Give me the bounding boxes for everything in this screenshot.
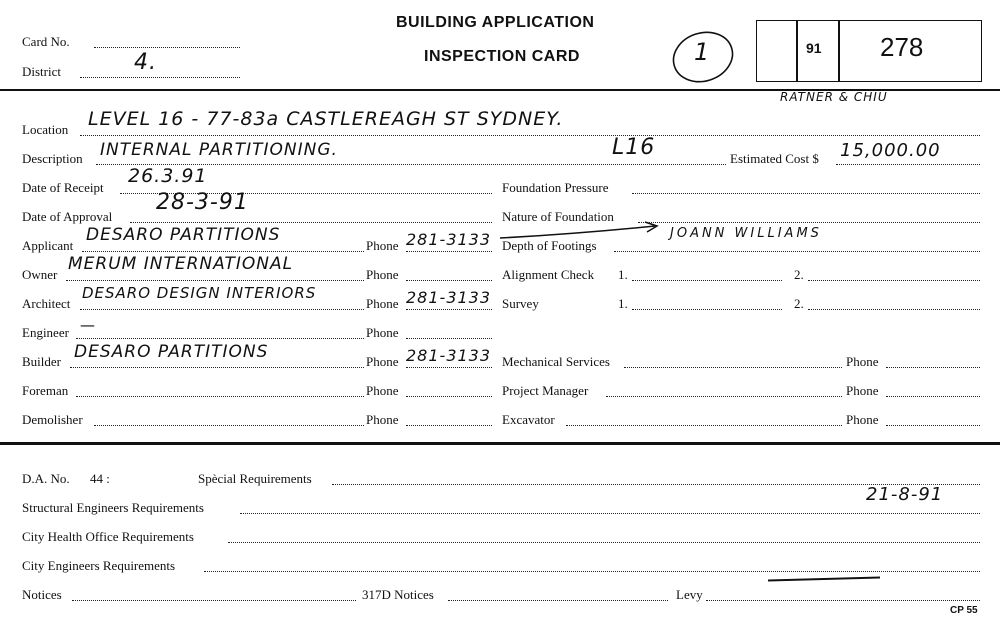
health-field[interactable]	[228, 542, 980, 543]
receipt-value: 26.3.91	[128, 165, 208, 187]
circled-number-value: 1	[694, 38, 711, 66]
approval-value: 28-3-91	[156, 190, 249, 215]
phone-label: Phone	[366, 383, 399, 398]
demolisher-phone-field[interactable]	[406, 425, 492, 426]
project-manager-field[interactable]	[606, 396, 842, 397]
project-manager-label: Project Manager	[502, 383, 589, 398]
engineer-phone-field[interactable]	[406, 338, 492, 339]
engineer-field[interactable]	[76, 338, 364, 339]
survey-num1: 1.	[618, 296, 628, 311]
demolisher-label: Demolisher	[22, 412, 83, 427]
phone-label: Phone	[846, 354, 879, 369]
builder-phone-field[interactable]	[406, 367, 492, 368]
da-label: D.A. No.	[22, 471, 70, 486]
box-year: 91	[806, 40, 822, 56]
section-rule	[0, 442, 1000, 445]
survey-num2: 2.	[794, 296, 804, 311]
receipt-label: Date of Receipt	[22, 180, 104, 195]
card-no-label: Card No.	[22, 34, 70, 49]
nature-foundation-label: Nature of Foundation	[502, 209, 614, 224]
owner-phone-field[interactable]	[406, 280, 492, 281]
structural-note: 21-8-91	[866, 484, 944, 505]
phone-label: Phone	[366, 325, 399, 340]
builder-phone-value: 281-3133	[406, 346, 492, 365]
description-value: INTERNAL PARTITIONING.	[100, 140, 338, 160]
description-label: Description	[22, 151, 83, 166]
alignment-num1: 1.	[618, 267, 628, 282]
mechanical-label: Mechanical Services	[502, 354, 610, 369]
survey-field-1[interactable]	[632, 309, 782, 310]
card-title-line1: BUILDING APPLICATION	[396, 14, 595, 31]
notices-317-label: 317D Notices	[362, 587, 434, 602]
card-title-line2: INSPECTION CARD	[424, 48, 580, 65]
district-value: 4.	[134, 50, 157, 75]
applicant-phone-value: 281-3133	[406, 230, 492, 249]
card-number-box	[756, 20, 982, 82]
builder-value: DESARO PARTITIONS	[74, 342, 269, 362]
form-code: CP 55	[950, 605, 978, 616]
excavator-phone-field[interactable]	[886, 425, 980, 426]
excavator-field[interactable]	[566, 425, 842, 426]
builder-label: Builder	[22, 354, 61, 369]
box-number: 278	[880, 32, 924, 62]
card-no-field[interactable]	[94, 47, 240, 48]
phone-label: Phone	[366, 267, 399, 282]
applicant-phone-field[interactable]	[406, 251, 492, 252]
da-value: 44 :	[90, 471, 110, 486]
estimated-cost-label: Estimated Cost $	[730, 151, 819, 166]
alignment-field-2[interactable]	[808, 280, 980, 281]
approval-label: Date of Approval	[22, 209, 113, 224]
estimated-cost-value: 15,000.00	[840, 140, 941, 161]
alignment-label: Alignment Check	[502, 267, 595, 282]
survey-field-2[interactable]	[808, 309, 980, 310]
estimated-cost-field[interactable]	[836, 164, 980, 165]
depth-footings-note: JOANN WILLIAMS	[670, 226, 822, 241]
levy-label: Levy	[676, 587, 703, 602]
foreman-phone-field[interactable]	[406, 396, 492, 397]
phone-label: Phone	[846, 383, 879, 398]
owner-value: MERUM INTERNATIONAL	[68, 254, 294, 274]
notices-317-field[interactable]	[448, 600, 668, 601]
applicant-field[interactable]	[82, 251, 364, 252]
levy-field[interactable]	[706, 600, 980, 601]
phone-label: Phone	[366, 354, 399, 369]
foreman-label: Foreman	[22, 383, 69, 398]
location-note: RATNER & CHIU	[780, 90, 888, 104]
foreman-field[interactable]	[76, 396, 364, 397]
alignment-num2: 2.	[794, 267, 804, 282]
architect-phone-field[interactable]	[406, 309, 492, 310]
survey-label: Survey	[502, 296, 539, 311]
special-label: Spècial Requirements	[198, 471, 312, 486]
box-divider	[838, 20, 840, 82]
mechanical-field[interactable]	[624, 367, 842, 368]
owner-label: Owner	[22, 267, 58, 282]
approval-field[interactable]	[130, 222, 492, 223]
description-note: L16	[612, 135, 656, 160]
health-label: City Health Office Requirements	[22, 529, 194, 544]
notices-field[interactable]	[72, 600, 356, 601]
location-label: Location	[22, 122, 69, 137]
pen-stroke-mark	[768, 577, 880, 582]
applicant-value: DESARO PARTITIONS	[86, 225, 281, 245]
project-manager-phone-field[interactable]	[886, 396, 980, 397]
architect-field[interactable]	[80, 309, 364, 310]
nature-foundation-field[interactable]	[638, 222, 980, 223]
owner-field[interactable]	[66, 280, 364, 281]
architect-label: Architect	[22, 296, 71, 311]
engineer-label: Engineer	[22, 325, 69, 340]
architect-phone-value: 281-3133	[406, 288, 492, 307]
builder-field[interactable]	[70, 367, 364, 368]
depth-footings-label: Depth of Footings	[502, 238, 597, 253]
notices-label: Notices	[22, 587, 62, 602]
city-engineers-label: City Engineers Requirements	[22, 558, 176, 573]
demolisher-field[interactable]	[94, 425, 364, 426]
phone-label: Phone	[366, 296, 399, 311]
mechanical-phone-field[interactable]	[886, 367, 980, 368]
structural-field[interactable]	[240, 513, 980, 514]
phone-label: Phone	[366, 238, 399, 253]
alignment-field-1[interactable]	[632, 280, 782, 281]
district-label: District	[22, 64, 61, 79]
applicant-label: Applicant	[22, 238, 74, 253]
location-field[interactable]	[80, 135, 980, 136]
foundation-pressure-label: Foundation Pressure	[502, 180, 609, 195]
depth-footings-field[interactable]	[614, 251, 980, 252]
excavator-label: Excavator	[502, 412, 555, 427]
structural-label: Structural Engineers Requirements	[22, 500, 204, 515]
phone-label: Phone	[366, 412, 399, 427]
box-divider	[796, 20, 798, 82]
city-engineers-field[interactable]	[204, 571, 980, 572]
foundation-pressure-field[interactable]	[632, 193, 980, 194]
engineer-value: —	[80, 316, 96, 334]
district-field[interactable]	[80, 77, 240, 78]
phone-label: Phone	[846, 412, 879, 427]
architect-value: DESARO DESIGN INTERIORS	[82, 284, 317, 302]
location-value: LEVEL 16 - 77-83a CASTLEREAGH ST SYDNEY.	[88, 108, 564, 130]
